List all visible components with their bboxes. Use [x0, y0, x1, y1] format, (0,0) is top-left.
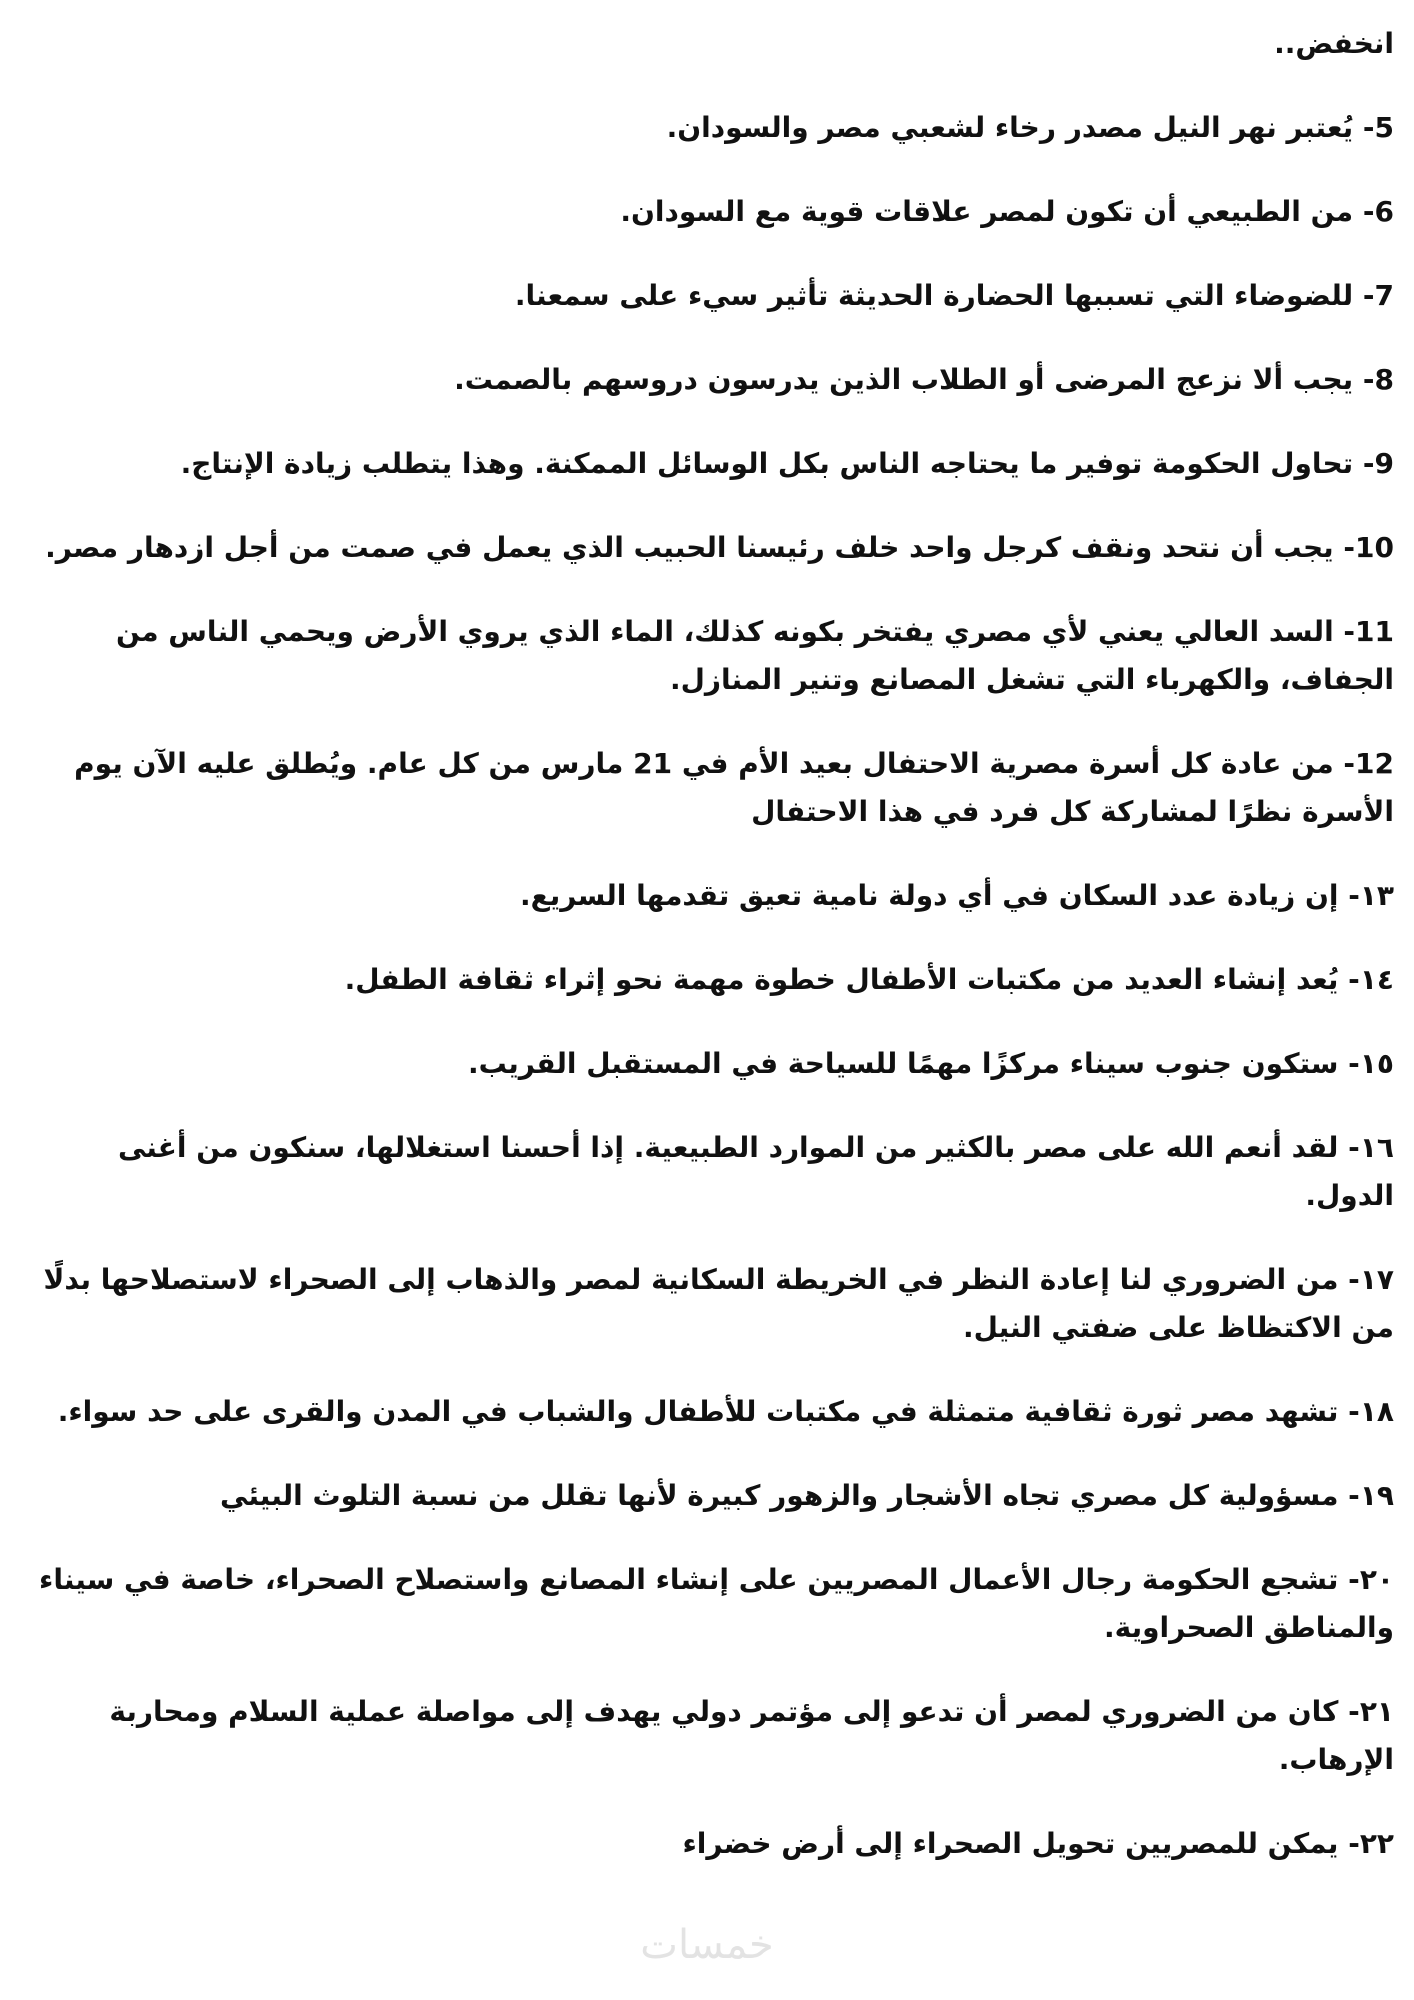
paragraph-spacer [20, 404, 1394, 440]
paragraph-spacer [20, 836, 1394, 872]
paragraph-spacer [20, 704, 1394, 740]
paragraph: 10- يجب أن نتحد ونقف كرجل واحد خلف رئيسنا الحبيب الذي يعمل في صمت من أجل ازدهار مصر. [45, 531, 1394, 564]
paragraph-spacer [20, 1004, 1394, 1040]
paragraph-spacer [20, 320, 1394, 356]
paragraph-spacer [20, 236, 1394, 272]
paragraph: ١٦- لقد أنعم الله على مصر بالكثير من الموارد الطبيعية. إذا أحسنا استغلالها، سنكون من أغنى الدول. [117, 1131, 1394, 1212]
paragraph: ١٧- من الضروري لنا إعادة النظر في الخريطة السكانية لمصر والذهاب إلى الصحراء لاستصلاحها بدلًا من الاكتظاظ على ضفتي النيل. [43, 1263, 1394, 1344]
paragraph-spacer [20, 152, 1394, 188]
paragraph: 5- يُعتبر نهر النيل مصدر رخاء لشعبي مصر والسودان. [666, 111, 1394, 144]
paragraph-spacer [20, 1352, 1394, 1388]
paragraph: انخفض.. [1274, 27, 1394, 60]
paragraph: ٢٢- يمكن للمصريين تحويل الصحراء إلى أرض خضراء [682, 1827, 1394, 1860]
paragraph-spacer [20, 1784, 1394, 1820]
paragraph: ٢١- كان من الضروري لمصر أن تدعو إلى مؤتمر دولي يهدف إلى مواصلة عملية السلام ومحاربة الإرهاب. [109, 1695, 1394, 1776]
paragraph-spacer [20, 1520, 1394, 1556]
paragraph-spacer [20, 68, 1394, 104]
paragraph-spacer [20, 1220, 1394, 1256]
paragraph: 6- من الطبيعي أن تكون لمصر علاقات قوية مع السودان. [620, 195, 1394, 228]
paragraph-spacer [20, 572, 1394, 608]
paragraph: ١٣- إن زيادة عدد السكان في أي دولة نامية تعيق تقدمها السريع. [520, 879, 1394, 912]
watermark-logo: خمسات [640, 1922, 774, 1968]
paragraph: ٢٠- تشجع الحكومة رجال الأعمال المصريين على إنشاء المصانع واستصلاح الصحراء، خاصة في سيناء والمناطق الصحراوية. [39, 1563, 1394, 1644]
paragraph: ١٨- تشهد مصر ثورة ثقافية متمثلة في مكتبات للأطفال والشباب في المدن والقرى على حد سواء. [57, 1395, 1394, 1428]
paragraph: 7- للضوضاء التي تسببها الحضارة الحديثة تأثير سيء على سمعنا. [514, 279, 1394, 312]
paragraph: 8- يجب ألا نزعج المرضى أو الطلاب الذين يدرسون دروسهم بالصمت. [454, 363, 1394, 396]
paragraph: ١٤- يُعد إنشاء العديد من مكتبات الأطفال خطوة مهمة نحو إثراء ثقافة الطفل. [344, 963, 1394, 996]
paragraph-spacer [20, 1652, 1394, 1688]
paragraph-spacer [20, 1088, 1394, 1124]
paragraph: ١٩- مسؤولية كل مصري تجاه الأشجار والزهور كبيرة لأنها تقلل من نسبة التلوث البيئي [220, 1479, 1394, 1512]
paragraph: 9- تحاول الحكومة توفير ما يحتاجه الناس بكل الوسائل الممكنة. وهذا يتطلب زيادة الإنتاج. [180, 447, 1394, 480]
paragraph: 12- من عادة كل أسرة مصرية الاحتفال بعيد الأم في 21 مارس من كل عام. ويُطلق عليه الآن يوم الأسرة نظرًا لمشاركة كل فرد في هذا الاحتفال [74, 747, 1394, 828]
paragraph: ١٥- ستكون جنوب سيناء مركزًا مهمًا للسياحة في المستقبل القريب. [468, 1047, 1394, 1080]
paragraph: 11- السد العالي يعني لأي مصري يفتخر بكونه كذلك، الماء الذي يروي الأرض ويحمي الناس من الجفاف، والكهرباء التي تشغل المصانع وتنير المنازل. [116, 615, 1394, 696]
paragraph-spacer [20, 1436, 1394, 1472]
paragraph-spacer [20, 488, 1394, 524]
paragraph-spacer [20, 920, 1394, 956]
